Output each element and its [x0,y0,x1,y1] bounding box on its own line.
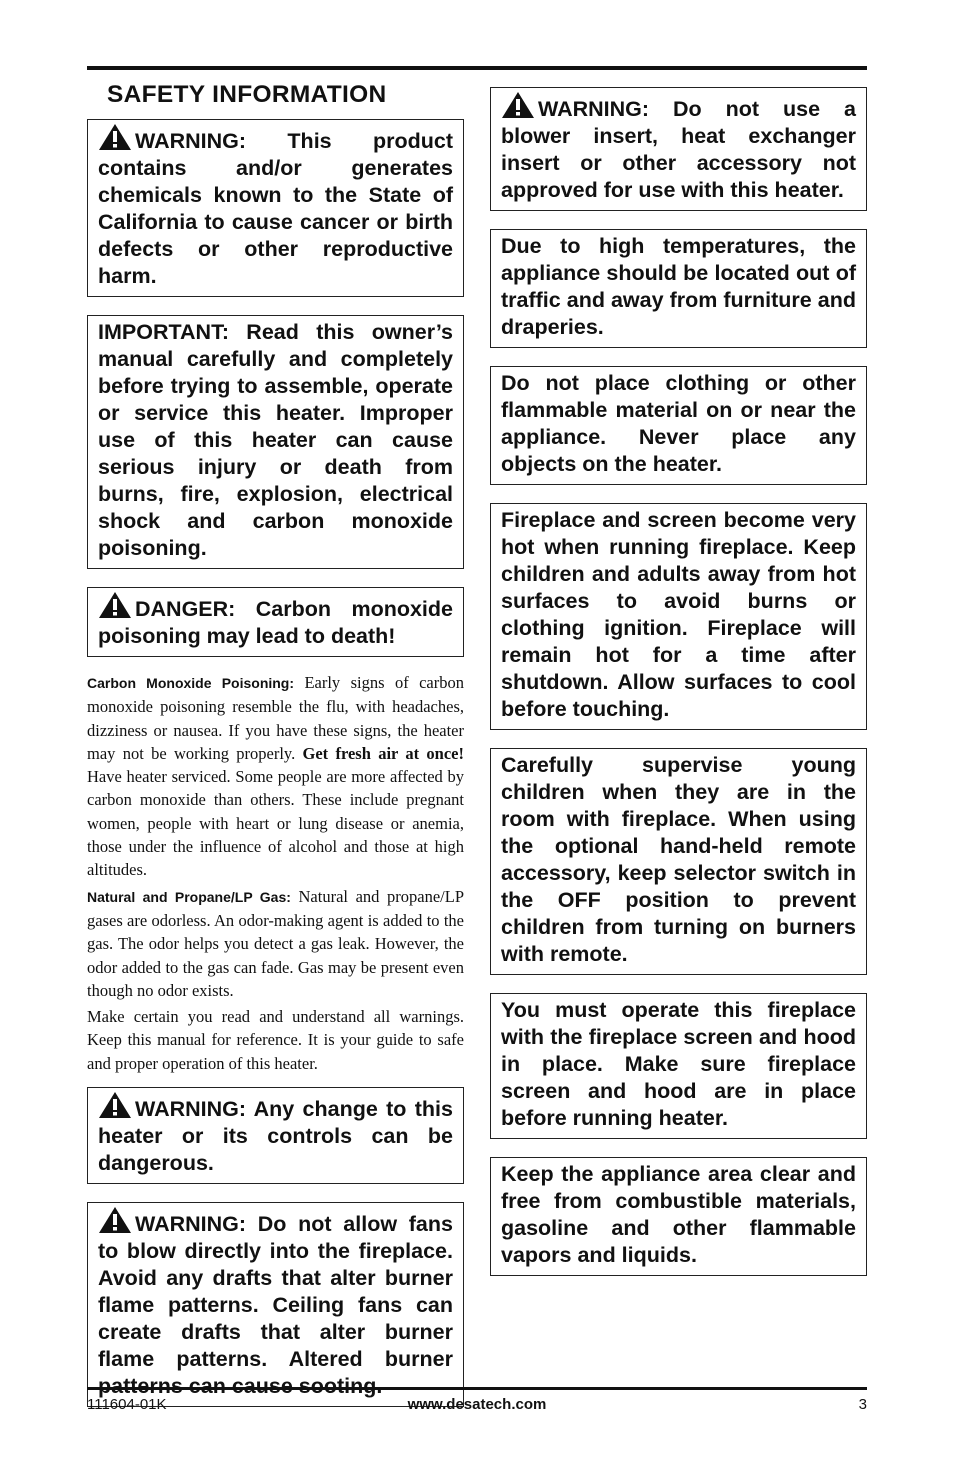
danger-carbon-monoxide-box [87,587,464,657]
page-number: 3 [858,1396,867,1413]
website-link[interactable]: www.desatech.com [407,1396,547,1413]
danger-carbon-monoxide-text: DANGER: Carbon monoxide poisoning may lead to death! [98,597,453,648]
warning-change-heater-box [87,1087,464,1184]
carbon-monoxide-lead: Carbon Monoxide Poisoning: [87,675,295,691]
warning-fans-box [87,1202,464,1407]
warning-triangle-icon [501,91,535,119]
gas-lead: Natural and Propane/LP Gas: [87,888,291,905]
warning-triangle-icon [98,123,132,151]
hot-surfaces-text: Fireplace and screen become very hot when running fireplace. Keep children and adults away from hot surfaces to avoid burns or clothing ignition. Fireplace will remain hot for a time after shutdown. Allow surfaces to cool before touching. [501,508,856,721]
warning-chemicals-box [87,119,464,297]
clothing-flammable-text: Do not place clothing or other flammable material on or near the appliance. Never place any objects on the heater. [501,371,856,476]
bottom-rule [87,1387,867,1390]
section-heading: SAFETY INFORMATION [107,81,387,108]
warning-triangle-icon [98,1206,132,1234]
important-read-manual-text: IMPORTANT: Read this owner’s manual carefully and completely before trying to assemble, operate or service this heater. Improper use of this heater can cause serious injury or death from burns, fire, explosion, electrical shock and carbon monoxide poisoning. [98,320,453,560]
screen-hood-text: You must operate this fireplace with the fireplace screen and hood in place. Make sure fireplace screen and hood are in place before running heater. [501,998,856,1130]
high-temperatures-box [490,229,867,348]
warning-change-heater-text: WARNING: Any change to this heater or its controls can be dangerous. [98,1097,453,1176]
right-column [490,87,867,1294]
carbon-monoxide-text-1: Early signs of carbon monoxide poisoning resemble the flu, with headaches, dizziness or nausea. If you have these signs, the heater may not be working properly. [87,673,465,763]
top-rule [87,66,867,70]
warning-triangle-icon [98,1091,132,1119]
warning-blower-insert-box [490,87,867,211]
gas-text: Natural and propane/LP gases are odorless. An odor-making agent is added to the gas. The odor helps you detect a gas leak. However, the odor added to the gas can fade. Gas may be present even though no odor exists. [87,886,464,1000]
warning-chemicals-text: WARNING: This product contains and/or generates chemicals known to the State of California to cause cancer or birth defects or other reproductive harm. [98,129,453,288]
area-clear-box [490,1157,867,1276]
important-read-manual-box [87,315,464,569]
get-fresh-air-text: Get fresh air at once! [302,743,464,763]
screen-hood-box [490,993,867,1139]
high-temperatures-text: Due to high temperatures, the appliance should be located out of traffic and away from furniture and draperies. [501,234,856,339]
gas-paragraph [87,885,464,1002]
carbon-monoxide-paragraph [87,671,464,882]
part-number: 111604-01K [87,1396,167,1413]
warning-fans-text: WARNING: Do not allow fans to blow directly into the fireplace. Avoid any drafts that alter burner flame patterns. Ceiling fans can create drafts that alter burner flame patterns. Altered burner [98,1212,453,1372]
hot-surfaces-box [490,503,867,730]
supervise-children-box [490,748,867,975]
warning-blower-insert-text: WARNING: Do not use a blower insert, heat exchanger insert or other accessory not approved for use with this heater. [501,97,856,202]
carbon-monoxide-text-2: Have heater serviced. Some people are more affected by carbon monoxide than others. These include pregnant women, people with heart or lung disease or anemia, those under the influence of alcohol and those at high altitudes. [87,767,464,880]
area-clear-text: Keep the appliance area clear and free from combustible materials, gasoline and other flammable vapors and liquids. [501,1162,856,1267]
clothing-flammable-box [490,366,867,485]
supervise-children-text: Carefully supervise young children when they are in the room with fireplace. When using the optional hand-held remote accessory, keep selector switch in the OFF position to prevent children from turning on burners with remote. [501,753,856,966]
left-column [87,80,464,1425]
manual-paragraph: Make certain you read and understand all warnings. Keep this manual for reference. It is your guide to safe and proper operation of this heater. [87,1007,464,1073]
warning-triangle-icon [98,591,132,619]
